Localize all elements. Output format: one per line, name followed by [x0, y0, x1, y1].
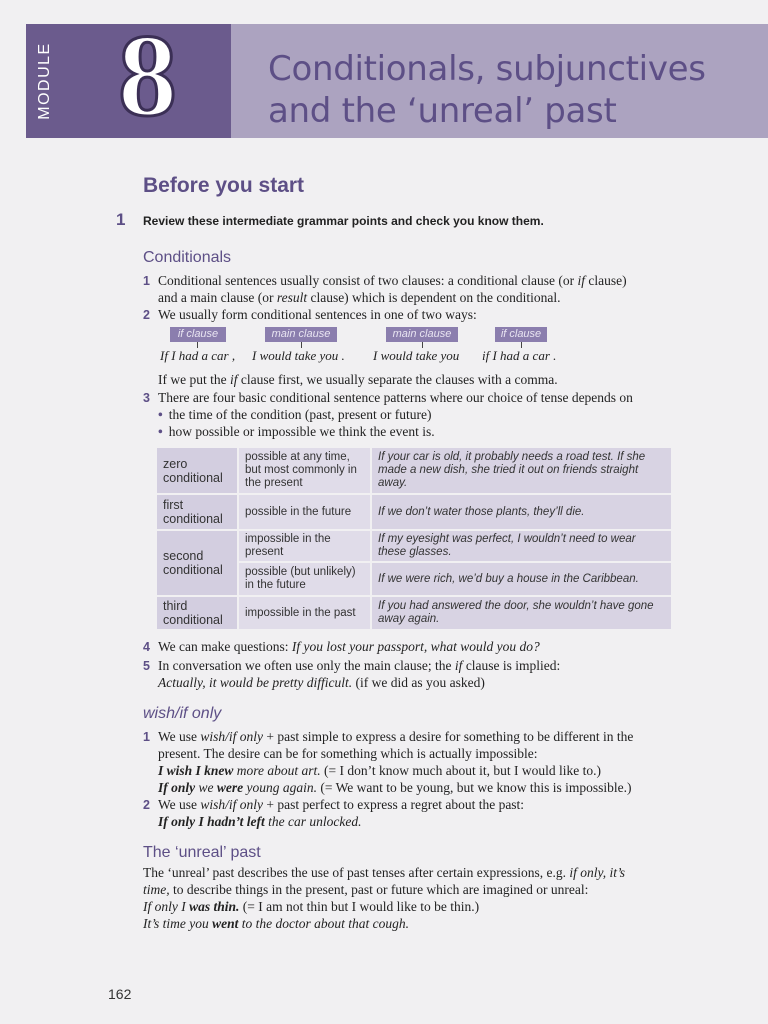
- wish-point-2: We use wish/if only + past perfect to express a regret about the past: If only I hadn’t left the car unlocked.: [158, 797, 525, 829]
- cond-num-5: 5: [143, 659, 150, 673]
- table-cell-use: impossible in the present: [238, 530, 371, 562]
- wish-num-1: 1: [143, 730, 150, 744]
- table-cell-type: zero conditional: [156, 447, 238, 494]
- table-cell-example: If we were rich, we’d buy a house in the Caribbean.: [371, 562, 672, 596]
- table-cell-use: possible at any time, but most commonly in the present: [238, 447, 371, 494]
- bullet-item: • the time of the condition (past, present or future): [158, 407, 432, 422]
- task-number: 1: [116, 210, 126, 229]
- table-cell-example: If you had answered the door, she wouldn’t have gone away again.: [371, 596, 672, 630]
- cond-point-2: We usually form conditional sentences in one of two ways:: [158, 307, 477, 322]
- tag-if-clause-1: if clause: [170, 327, 226, 342]
- cond-num-1: 1: [143, 274, 150, 288]
- cond-point-5: In conversation we often use only the main clause; the if clause is implied: Actually, it would be pretty difficult. (if we did as you asked): [158, 658, 561, 690]
- table-cell-use: impossible in the past: [238, 596, 371, 630]
- cond-num-4: 4: [143, 640, 150, 654]
- title-line-2: and the ‘unreal’ past: [268, 91, 617, 131]
- bullet-item: • how possible or impossible we think the event is.: [158, 424, 435, 439]
- unreal-heading: The ‘unreal’ past: [143, 844, 261, 861]
- module-number-box: [64, 10, 231, 141]
- table-cell-example: If we don’t water those plants, they’ll die.: [371, 494, 672, 530]
- page-number: 162: [108, 986, 132, 1002]
- example-4: if I had a car .: [482, 348, 557, 363]
- page-title: [268, 48, 763, 132]
- table-cell-type: first conditional: [156, 494, 238, 530]
- tag-main-clause-2: main clause: [386, 327, 458, 342]
- table-row: [156, 494, 672, 530]
- wish-point-1: We use wish/if only + past simple to express a desire for something to be different in the present. The desire can be for something which is actually impossible: I wish I knew more about art. (= I don’t know much about it, but I would like to.) If only we were young again. (= We want to be young, but we know this is impossible.): [158, 729, 634, 795]
- module-number: 8: [118, 10, 177, 141]
- conditionals-heading: Conditionals: [143, 249, 232, 266]
- unreal-text: The ‘unreal’ past describes the use of past tenses after certain expressions, e.g. if only, it’s time, to describe things in the present, past or future which are imagined or unreal: If only I was thin. (= I am not thin but I would like to be thin.) It’s time you went to the doctor about that cough.: [143, 865, 625, 931]
- table-row: [156, 447, 672, 494]
- conditionals-table: [155, 446, 673, 631]
- cond-num-2: 2: [143, 308, 150, 322]
- title-line-1: Conditionals, subjunctives: [268, 49, 706, 89]
- example-3: I would take you: [373, 348, 460, 363]
- cond-num-3: 3: [143, 391, 150, 405]
- wish-heading: wish/if only: [143, 705, 222, 722]
- tag-if-clause-2: if clause: [495, 327, 547, 342]
- wish-num-2: 2: [143, 798, 150, 812]
- cond-point-4: We can make questions: If you lost your passport, what would you do?: [158, 639, 540, 654]
- table-cell-use: possible (but unlikely) in the future: [238, 562, 371, 596]
- tag-main-clause-1: main clause: [265, 327, 337, 342]
- cond-point-3: There are four basic conditional sentence patterns where our choice of tense depends on: [158, 390, 633, 405]
- task-text: Review these intermediate grammar points and check you know them.: [143, 214, 544, 228]
- example-1: If I had a car ,: [160, 348, 236, 363]
- cond-point-1: Conditional sentences usually consist of two clauses: a conditional clause (or if clause) and a main clause (or result clause) which is dependent on the conditional.: [158, 273, 627, 305]
- table-cell-use: possible in the future: [238, 494, 371, 530]
- comma-note: If we put the if clause first, we usually separate the clauses with a comma.: [158, 372, 558, 387]
- before-heading: Before you start: [143, 174, 305, 197]
- example-2: I would take you .: [252, 348, 345, 363]
- table-cell-example: If your car is old, it probably needs a road test. If she made a new dish, she tried it out on friends straight away.: [371, 447, 672, 494]
- table-cell-type: second conditional: [156, 530, 238, 596]
- table-cell-type: third conditional: [156, 596, 238, 630]
- module-label: MODULE: [36, 42, 53, 120]
- table-row: [156, 596, 672, 630]
- table-row: [156, 530, 672, 562]
- table-cell-example: If my eyesight was perfect, I wouldn’t need to wear these glasses.: [371, 530, 672, 562]
